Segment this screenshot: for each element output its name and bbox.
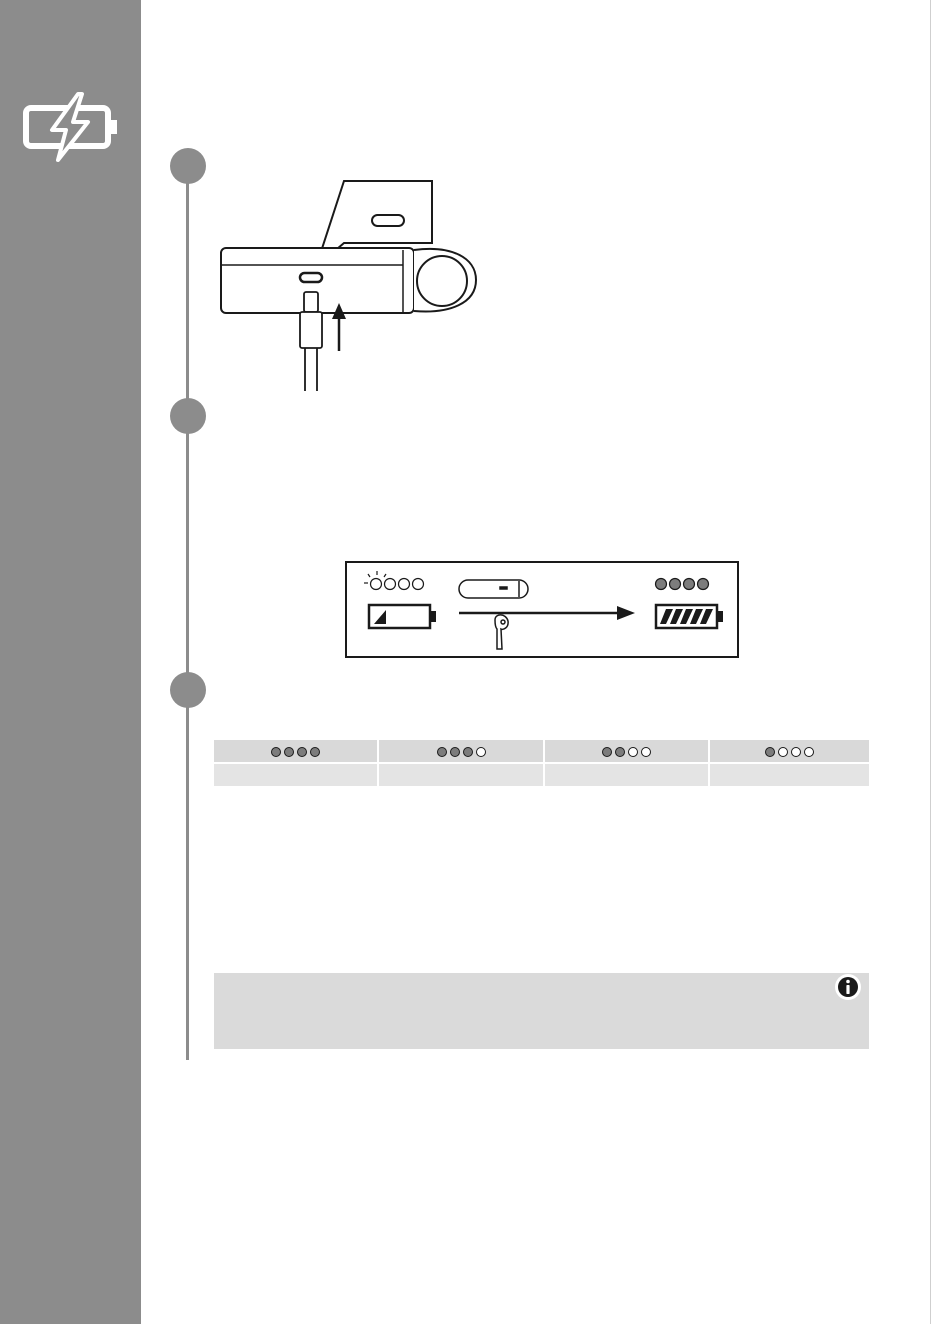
- arrow-right-icon: [459, 606, 635, 620]
- led-on-icon: [765, 747, 775, 757]
- step-timeline: [186, 164, 189, 1060]
- charging-case-icon: [459, 580, 528, 598]
- charging-case: [221, 248, 476, 313]
- battery-level-leds: [602, 747, 651, 757]
- led-on-icon: [297, 747, 307, 757]
- led-on-icon: [463, 747, 473, 757]
- battery-level-cell: [214, 740, 379, 764]
- sidebar: [0, 0, 141, 1324]
- battery-level-leds: [765, 747, 814, 757]
- page-edge: [930, 0, 931, 1324]
- battery-level-description-row: [214, 764, 869, 788]
- led-blinking-icon: [364, 571, 424, 590]
- battery-level-leds: [271, 747, 320, 757]
- led-on-icon: [271, 747, 281, 757]
- earbud-icon: [495, 615, 508, 649]
- info-icon: [834, 973, 862, 1001]
- led-off-icon: [476, 747, 486, 757]
- led-off-icon: [791, 747, 801, 757]
- battery-full-icon: [656, 605, 723, 628]
- battery-level-cell: [379, 740, 544, 764]
- led-on-icon: [602, 747, 612, 757]
- leds-full-icon: [656, 579, 709, 590]
- battery-charging-icon: [22, 90, 120, 164]
- battery-level-description: [710, 764, 869, 788]
- charging-indicator-figure: [345, 561, 739, 658]
- led-off-icon: [804, 747, 814, 757]
- led-off-icon: [628, 747, 638, 757]
- battery-low-icon: [369, 605, 436, 628]
- step-2-marker: [170, 398, 206, 434]
- led-on-icon: [310, 747, 320, 757]
- battery-level-description: [379, 764, 544, 788]
- usb-c-cable-icon: [300, 292, 322, 391]
- usb-c-connection-figure: [210, 175, 500, 395]
- led-on-icon: [284, 747, 294, 757]
- battery-level-description: [545, 764, 710, 788]
- battery-level-description: [214, 764, 379, 788]
- battery-level-row: [214, 740, 869, 764]
- battery-level-table: [214, 740, 869, 788]
- battery-level-leds: [437, 747, 486, 757]
- led-off-icon: [641, 747, 651, 757]
- led-on-icon: [450, 747, 460, 757]
- led-on-icon: [615, 747, 625, 757]
- step-3-marker: [170, 672, 206, 708]
- led-on-icon: [437, 747, 447, 757]
- led-off-icon: [778, 747, 788, 757]
- info-note-box: [214, 973, 869, 1049]
- battery-level-cell: [710, 740, 869, 764]
- battery-level-cell: [545, 740, 710, 764]
- step-1-marker: [170, 148, 206, 184]
